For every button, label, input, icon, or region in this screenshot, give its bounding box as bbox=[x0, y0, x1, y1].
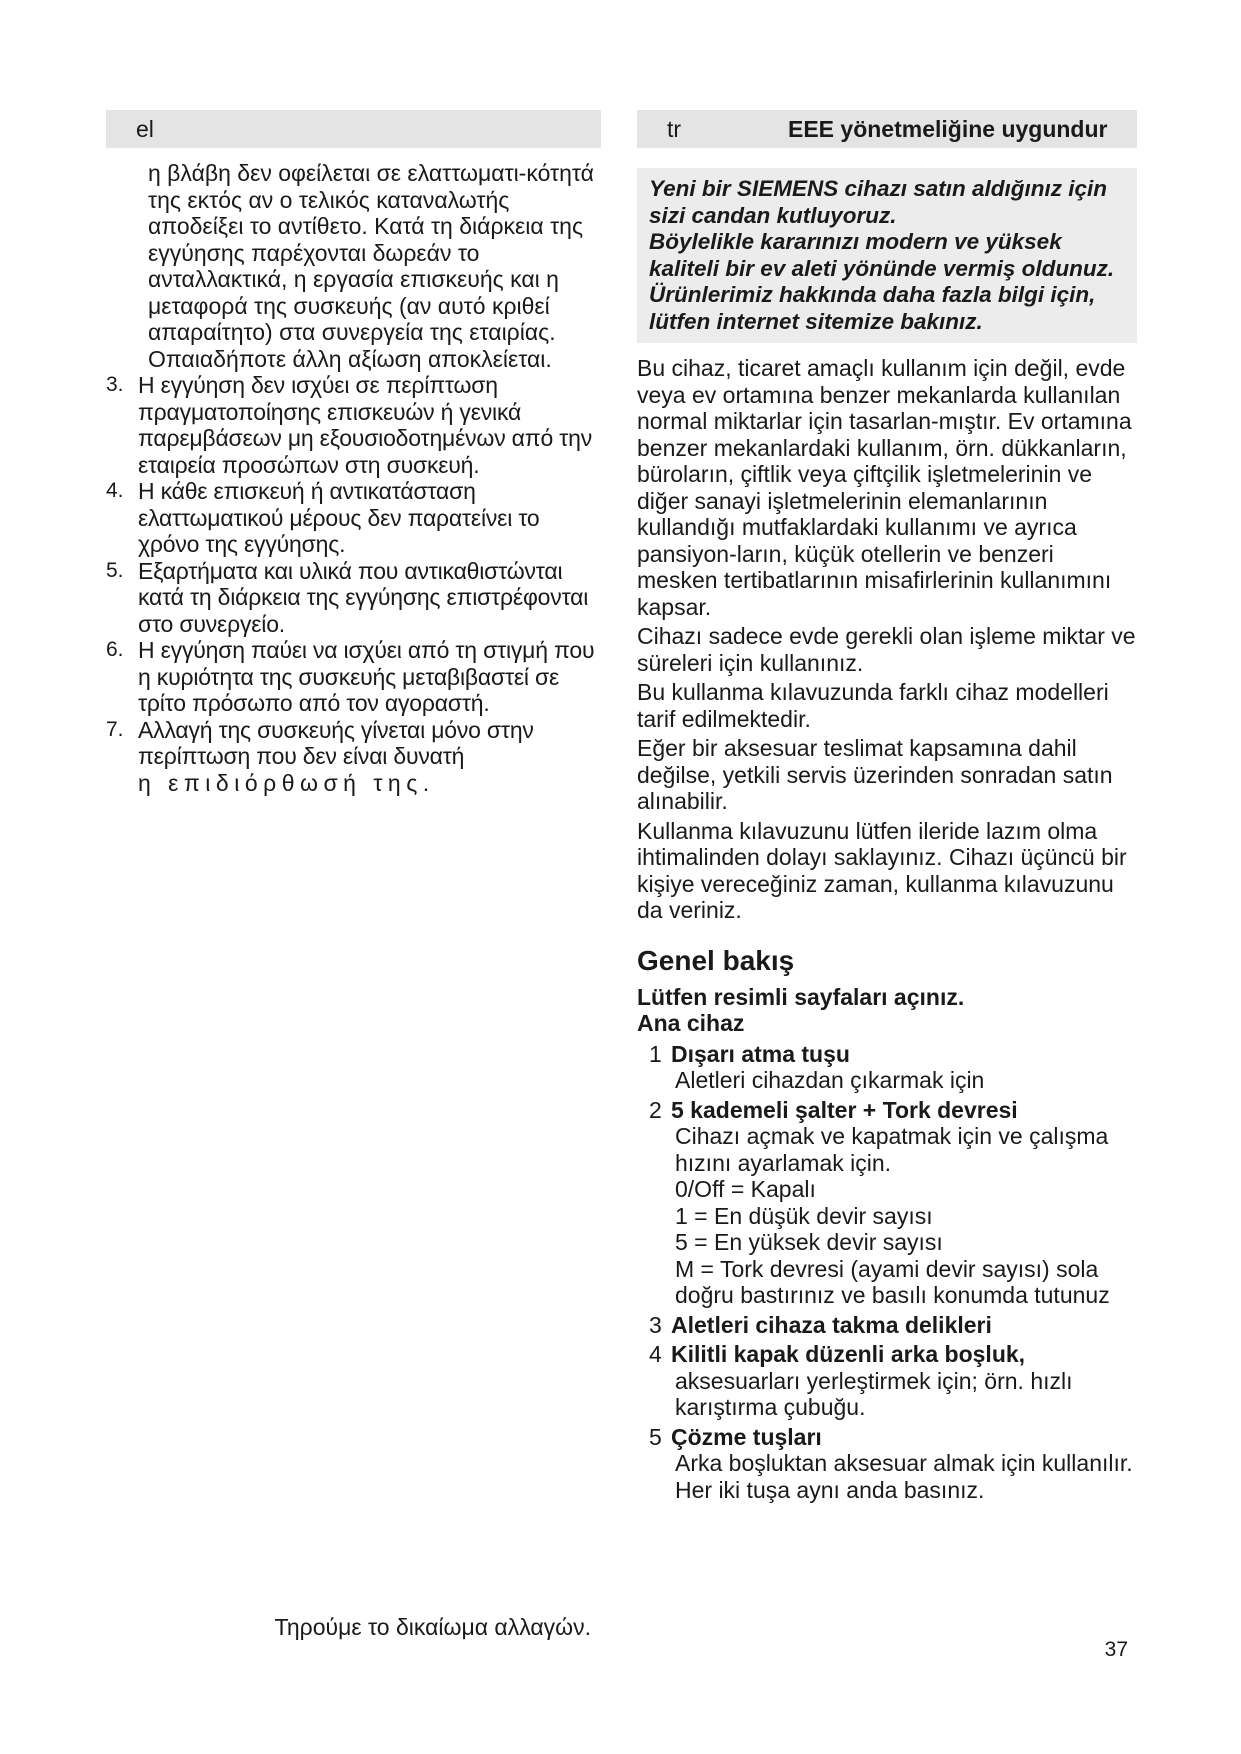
list-item bbox=[637, 1041, 1137, 1094]
language-code: el bbox=[136, 115, 154, 142]
intro-box bbox=[637, 168, 1137, 343]
item-text: Αλλαγή της συσκευής γίνεται μόνο στην περίπτωση που δεν είναι δυνατή bbox=[138, 716, 534, 769]
page-number: 37 bbox=[1104, 1638, 1128, 1661]
item-text: Η εγγύηση παύει να ισχύει από τη στιγμή που η κυριότητα της συσκευής μεταβιβαστεί σε τρίτο πρόσωπο από τον αγοραστή. bbox=[138, 637, 595, 716]
list-item bbox=[637, 1097, 1137, 1309]
language-code: tr bbox=[667, 115, 682, 142]
item-description: aksesuarları yerleştirmek için; örn. hızlı karıştırma çubuğu. bbox=[675, 1367, 1073, 1420]
item-description: Arka boşluktan aksesuar almak için kullanılır. Her iki tuşa aynı anda basınız. bbox=[675, 1450, 1133, 1503]
item-number: 1 bbox=[649, 1040, 662, 1067]
item-number: 3 bbox=[649, 1311, 662, 1338]
header-title: EEE yönetmeliğine uygundur bbox=[788, 115, 1108, 142]
list-item bbox=[106, 558, 601, 638]
item-number: 5 bbox=[649, 1423, 662, 1450]
paragraph: Eğer bir aksesuar teslimat kapsamına dahil değilse, yetkili servis üzerinden sonradan satın alınabilir. bbox=[637, 735, 1113, 814]
list-item bbox=[637, 1341, 1137, 1421]
paragraph: Cihazı sadece evde gerekli olan işleme miktar ve süreleri için kullanınız. bbox=[637, 623, 1136, 676]
item-heading: Aletleri cihaza takma delikleri bbox=[671, 1311, 992, 1338]
intro-line: Böylelikle kararınızı modern ve yüksek kaliteli bir ev aleti yönünde vermiş oldunuz. Ürünlerimiz hakkında daha fazla bilgi için, lütfen internet sitemize bakınız. bbox=[649, 229, 1115, 334]
section-title: Genel bakış bbox=[637, 944, 795, 976]
item-number: 7. bbox=[106, 717, 124, 741]
greek-column bbox=[106, 110, 601, 1640]
paragraph: Kullanma kılavuzunu lütfen ileride lazım olma ihtimalinden dolayı saklayınız. Cihazı üçüncü bir kişiye vereceğiniz zaman, kullanma kılavuzunu da veriniz. bbox=[637, 817, 1127, 923]
language-bar-el bbox=[106, 110, 601, 148]
item-description: 5 = En yüksek devir sayısı bbox=[675, 1229, 943, 1255]
warranty-continuation: η βλάβη δεν οφείλεται σε ελαττωματι-κότητά της εκτός αν ο τελικός καταναλωτής αποδείξει το αντίθετο. Κατά τη διάρκεια της εγγύησης παρέχονται δωρεάν το ανταλλακτικά, η εργασία επισκευής και η μεταφορά της συσκευής (αν αυτό κριθεί απαραίτητο) στα συνεργεία της εταιρίας. Οπαιαδήποτε άλλη αξίωση αποκλείεται. bbox=[148, 160, 594, 372]
item-heading: Dışarı atma tuşu bbox=[671, 1040, 850, 1067]
intro-line: Yeni bir SIEMENS cihazı satın aldığınız için sizi candan kutluyoruz. bbox=[649, 176, 1108, 228]
turkish-column bbox=[637, 110, 1137, 1655]
item-text: Η κάθε επισκευή ή αντικατάσταση ελαττωματικού μέρους δεν παρατείνει το χρόνο της εγγύησης. bbox=[138, 478, 540, 557]
list-item bbox=[637, 1424, 1137, 1504]
item-number: 2 bbox=[649, 1096, 662, 1123]
language-bar-tr bbox=[637, 110, 1137, 148]
item-description: 1 = En düşük devir sayısı bbox=[675, 1202, 933, 1229]
item-number: 3. bbox=[106, 373, 124, 396]
paragraph: Bu cihaz, ticaret amaçlı kullanım için değil, evde veya ev ortamına benzer mekanlarda kullanılan normal miktarlar için tasarlan-mıştır. Ev ortamına benzer mekanlardaki kullanım, örn. dükkanların, büroların, çiftlik veya çiftçilik işletmelerinin ve diğer sanayi işletmelerinin elemanlarının kullandığı mutfaklardaki kullanımı ve ayrıca pansiyon-ların, küçük otellerin ve benzeri mesken tertibatlarının misafirlerinin kullanımını kapsar. bbox=[637, 355, 1132, 620]
item-heading: Çözme tuşları bbox=[671, 1423, 822, 1450]
item-number: 5. bbox=[106, 558, 124, 582]
warranty-list bbox=[106, 372, 601, 796]
body-paragraphs bbox=[637, 355, 1137, 924]
item-heading: 5 kademeli şalter + Tork devresi bbox=[671, 1096, 1018, 1123]
item-number: 4. bbox=[106, 479, 124, 502]
item-description: Cihazı açmak ve kapatmak için ve çalışma hızını ayarlamak için. bbox=[675, 1123, 1109, 1176]
item-description: 0/Off = Kapalı bbox=[675, 1176, 816, 1202]
item-number: 6. bbox=[106, 638, 124, 661]
item-heading: Kilitli kapak düzenli arka boşluk, bbox=[671, 1341, 1026, 1367]
open-pages-note: Lütfen resimli sayfaları açınız. bbox=[637, 983, 965, 1010]
list-item bbox=[106, 637, 601, 717]
rights-reserved: Τηρούμε το δικαίωμα αλλαγών. bbox=[274, 1613, 591, 1640]
parts-list bbox=[637, 1041, 1137, 1504]
item-number: 4 bbox=[649, 1341, 662, 1367]
list-item bbox=[106, 717, 601, 797]
item-description: Aletleri cihazdan çıkarmak için bbox=[675, 1067, 985, 1093]
list-item bbox=[637, 1312, 1137, 1339]
main-unit-heading: Ana cihaz bbox=[637, 1010, 745, 1036]
list-item bbox=[106, 372, 601, 478]
item-text: Η εγγύηση δεν ισχύει σε περίπτωση πραγματοποίησης επισκευών ή γενικά παρεμβάσεων μη εξουσιοδοτημένων από την εταιρεία προσώπων στη συσκευή. bbox=[138, 372, 593, 478]
item-text-spaced: η επιδιόρθωσή της. bbox=[138, 769, 435, 796]
item-text-block bbox=[138, 717, 601, 797]
paragraph: Bu kullanma kılavuzunda farklı cihaz modelleri tarif edilmektedir. bbox=[637, 679, 1109, 732]
item-text: Εξαρτήματα και υλικά που αντικαθιστώνται κατά τη διάρκεια της εγγύησης επιστρέφονται στο συνεργείο. bbox=[138, 557, 589, 637]
item-description: M = Tork devresi (ayami devir sayısı) sola doğru bastırınız ve basılı konumda tutunuz bbox=[675, 1255, 1110, 1308]
list-item bbox=[106, 478, 601, 558]
